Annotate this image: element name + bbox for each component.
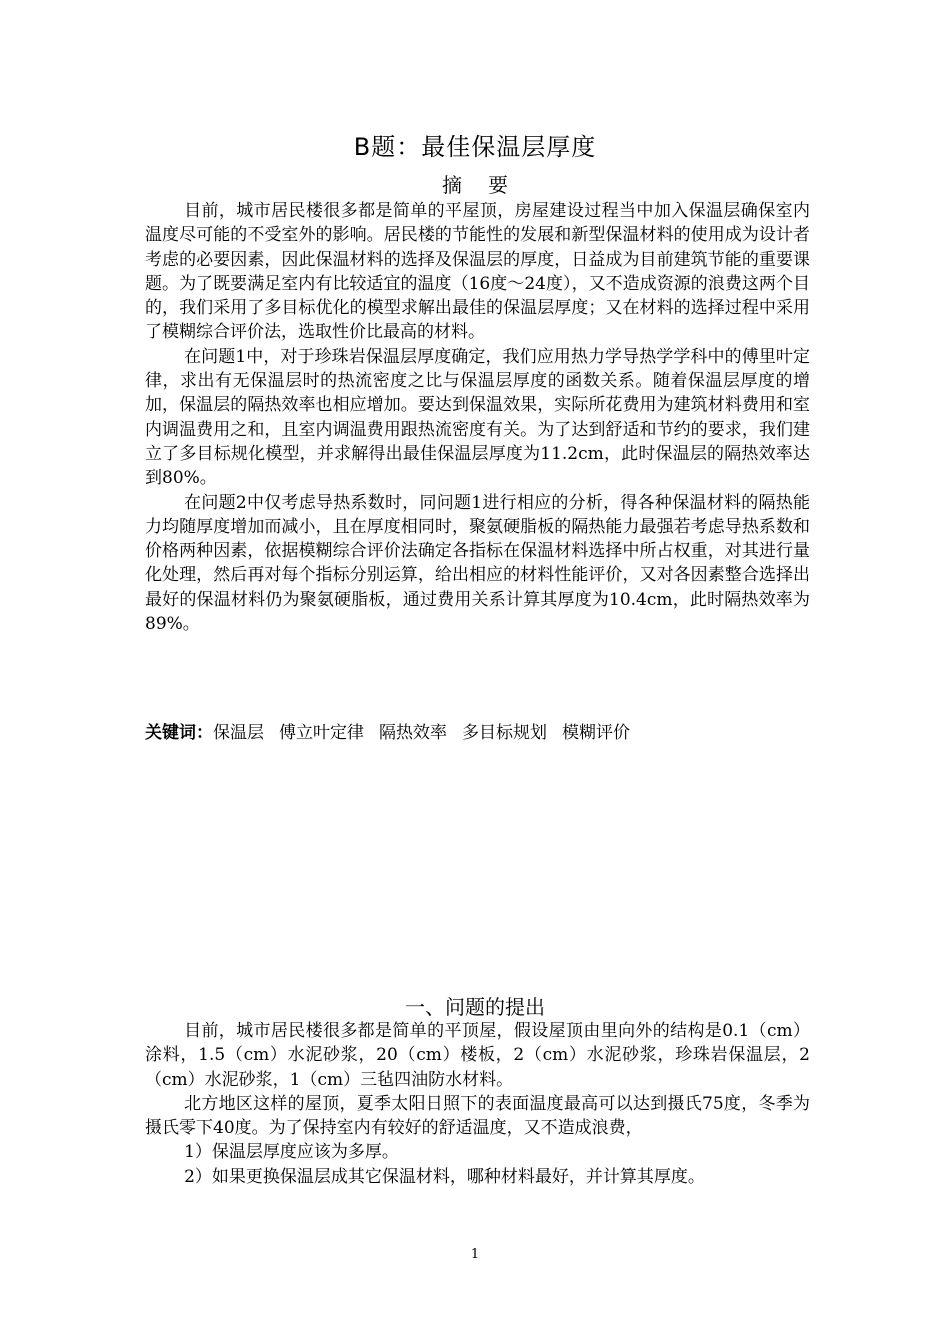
keywords-label: 关键词： [145,723,213,743]
abstract-paragraph: 在问题2中仅考虑导热系数时，同问题1进行相应的分析，得各种保温材料的隔热能力均随厚度增加而减小，且在厚度相同时，聚氨硬脂板的隔热能力最强若考虑导热系数和价格两种因素，依据模糊综合评价法确定各指标在保温材料选择中所占权重，对其进行量化处理，然后再对每个指标分别运算，给出相应的材料性能评价，又对各因素整合选择出最好的保温材料仍为聚氨硬脂板，通过费用关系计算其厚度为10.4cm，此时隔热效率为89%。 [145,492,810,635]
document-title: B题：最佳保温层厚度 [353,133,597,161]
abstract-paragraph: 在问题1中，对于珍珠岩保温层厚度确定，我们应用热力学导热学学科中的傅里叶定律，求出有无保温层时的热流密度之比与保温层厚度的函数关系。随着保温层厚度的增加，保温层的隔热效率也相应增加。要达到保温效果，实际所花费用为建筑材料费用和室内调温费用之和，且室内调温费用跟热流密度有关。为了达到舒适和节约的要求，我们建立了多目标规化模型，并求解得出最佳保温层厚度为11.2cm，此时保温层的隔热效率达到80%。 [145,346,810,489]
keywords-line [145,720,810,746]
keyword: 多目标规划 [462,723,547,743]
section-paragraph: 目前，城市居民楼很多都是简单的平顶屋，假设屋顶由里向外的结构是0.1（cm）涂料，1.5（cm）水泥砂浆，20（cm）楼板，2（cm）水泥砂浆，珍珠岩保温层，2（cm）水泥砂浆，1（cm）三毡四油防水材料。 [145,1021,810,1090]
section-body [145,1019,810,1189]
keyword: 隔热效率 [379,723,447,743]
abstract-paragraph: 目前，城市居民楼很多都是简单的平屋顶，房屋建设过程当中加入保温层确保室内温度尽可能的不受室外的影响。居民楼的节能性的发展和新型保温材料的使用成为设计者考虑的必要因素，因此保温材料的选择及保温层的厚度，日益成为目前建筑节能的重要课题。为了既要满足室内有比较适宜的温度（16度～24度），又不造成资源的浪费这两个目的，我们采用了多目标优化的模型求解出最佳的保温层厚度；又在材料的选择过程中采用了模糊综合评价法，选取性价比最高的材料。 [145,201,810,343]
abstract-body [145,199,810,636]
keyword: 傅立叶定律 [279,723,364,743]
section-list-item: 2）如果更换保温层成其它保温材料，哪种材料最好，并计算其厚度。 [184,1166,705,1187]
abstract-heading: 摘要 [442,173,534,197]
section-paragraph: 北方地区这样的屋顶，夏季太阳日照下的表面温度最高可以达到摄氏75度，冬季为摄氏零下40度。为了保持室内有较好的舒适温度，又不造成浪费， [145,1093,810,1139]
keyword: 模糊评价 [562,723,630,743]
section-list-item: 1）保温层厚度应该为多厚。 [184,1142,399,1163]
keyword: 保温层 [213,723,264,743]
page-number: 1 [470,1247,480,1262]
section-heading: 一、问题的提出 [405,995,545,1019]
